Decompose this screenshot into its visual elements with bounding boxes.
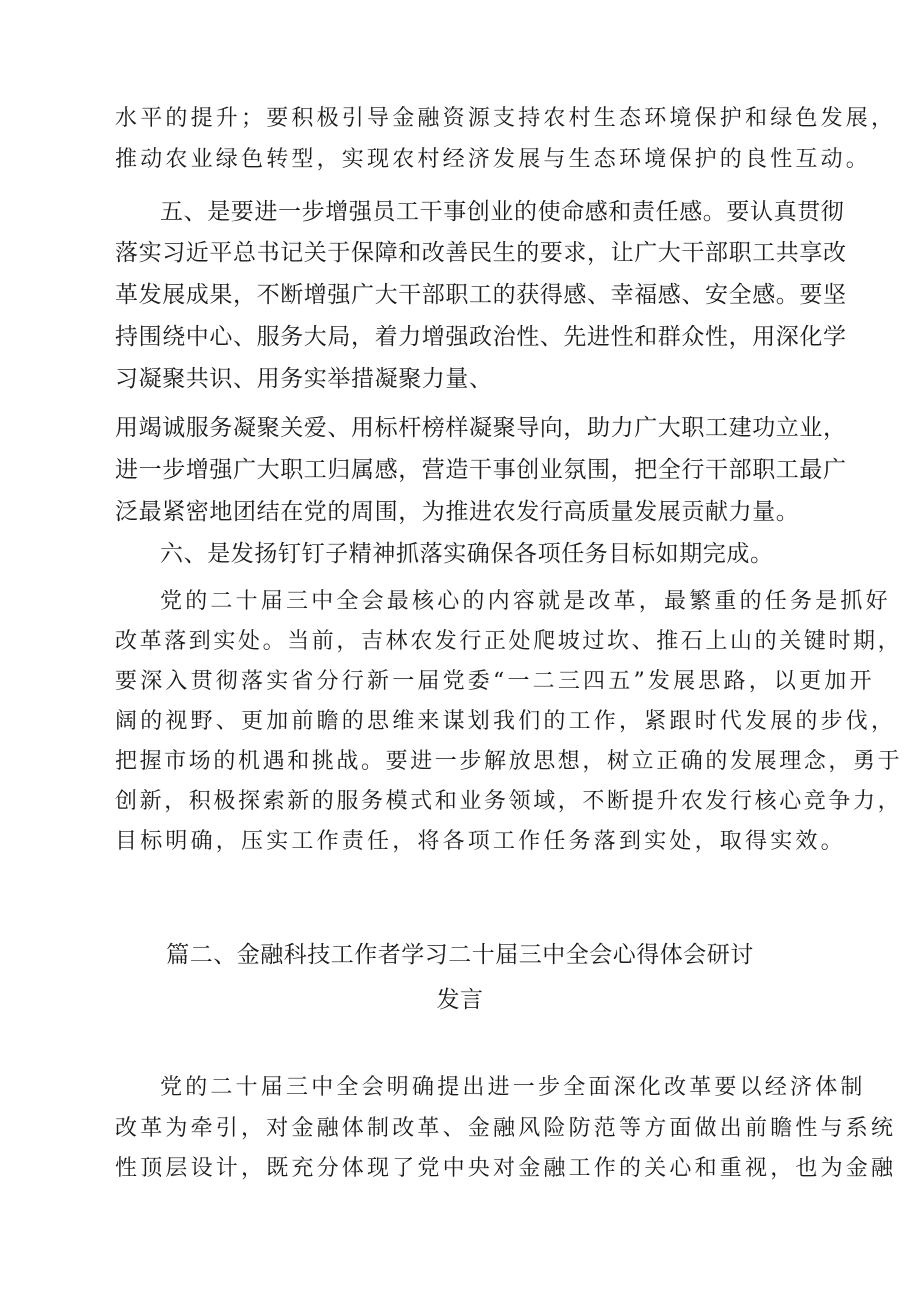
para4-line-1: 党的二十届三中全会最核心的内容就是改革，最繁重的任务是抓好: [160, 589, 891, 614]
para4-line-2: 改革落到实处。当前，吉林农发行正处爬坡过坎、推石上山的关键时期，: [115, 629, 903, 654]
para2-line-3: 革发展成果，不断增强广大干部职工的获得感、幸福感、安全感。要坚: [115, 282, 847, 308]
section-heading-line-2: 发言: [436, 987, 484, 1013]
para2-line-6: 用竭诚服务凝聚关爱、用标杆榜样凝聚导向，助力广大职工建功立业，: [115, 415, 847, 441]
para2-line-4: 持围绕中心、服务大局，着力增强政治性、先进性和群众性，用深化学: [115, 324, 847, 350]
para4-line-4: 阔的视野、更加前瞻的思维来谋划我们的工作，紧跟时代发展的步伐，: [115, 709, 897, 734]
para2-line-1: 五、是要进一步增强员工干事创业的使命感和责任感。要认真贯彻: [160, 199, 845, 225]
para5-line-3: 性顶层设计，既充分体现了党中央对金融工作的关心和重视，也为金融: [115, 1156, 897, 1181]
para4-line-3: 要深入贯彻落实省分行新一届党委“一二三四五”发展思路，以更加开: [115, 669, 875, 694]
para2-line-2: 落实习近平总书记关于保障和改善民生的要求，让广大干部职工共享改: [115, 240, 847, 266]
para3-line-1: 六、是发扬钉钉子精神抓落实确保各项任务目标如期完成。: [160, 541, 774, 567]
para4-line-6: 创新，积极探索新的服务模式和业务领域，不断提升农发行核心竞争力，: [115, 789, 903, 814]
para4-line-5: 把握市场的机遇和挑战。要进一步解放思想，树立正确的发展理念，勇于: [115, 749, 903, 774]
section-heading-line-1: 篇二、金融科技工作者学习二十届三中全会心得体会研讨: [166, 942, 754, 968]
para2-line-5: 习凝聚共识、用务实举措凝聚力量、: [115, 366, 493, 392]
para1-line-1: 水平的提升；要积极引导金融资源支持农村生态环境保护和绿色发展，: [115, 106, 897, 131]
para5-line-2: 改革为牵引，对金融体制改革、金融风险防范等方面做出前瞻性与系统: [115, 1116, 897, 1141]
para2-line-8: 泛最紧密地团结在党的周围，为推进农发行高质量发展贡献力量。: [115, 499, 800, 525]
para2-line-7: 进一步增强广大职工归属感，营造干事创业氛围，把全行干部职工最广: [115, 457, 847, 483]
para5-line-1: 党的二十届三中全会明确提出进一步全面深化改革要以经济体制: [160, 1075, 866, 1100]
para4-line-7: 目标明确，压实工作责任，将各项工作任务落到实处，取得实效。: [115, 829, 846, 854]
para1-line-2: 推动农业绿色转型，实现农村经济发展与生态环境保护的良性互动。: [115, 147, 872, 172]
